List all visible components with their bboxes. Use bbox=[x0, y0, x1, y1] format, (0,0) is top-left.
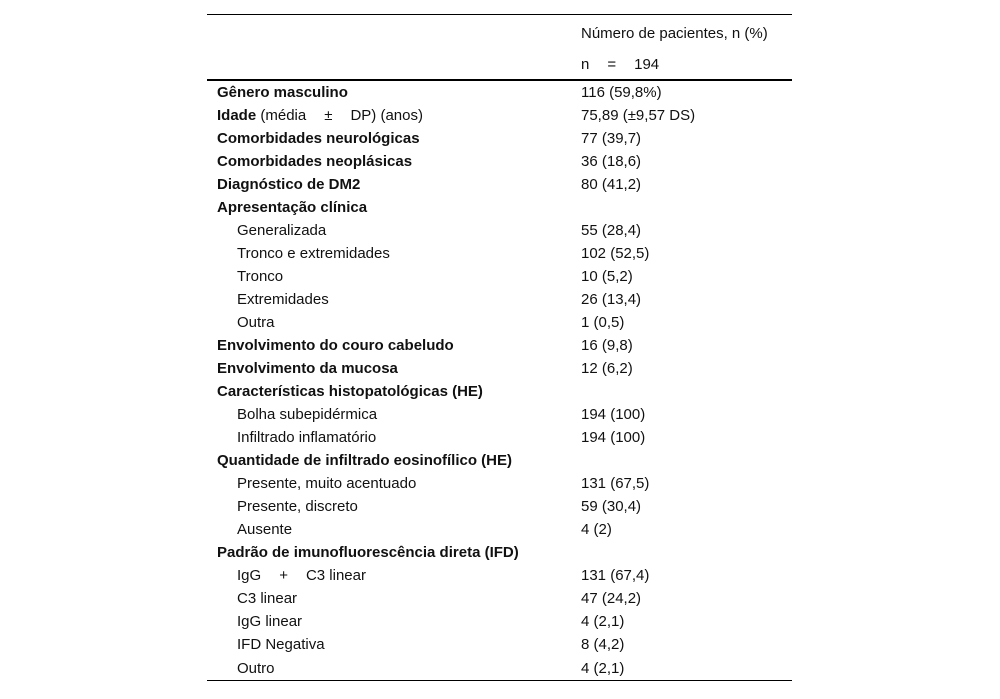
row-value: 26 (13,4) bbox=[581, 291, 642, 308]
row-value: 55 (28,4) bbox=[581, 222, 642, 239]
row-label: Idade (média ± DP) (anos) bbox=[217, 107, 423, 124]
table-row bbox=[207, 541, 792, 564]
table-row bbox=[207, 472, 792, 495]
patient-characteristics-table bbox=[207, 14, 792, 681]
table-row bbox=[207, 380, 792, 403]
table-row bbox=[207, 127, 792, 150]
row-value: 12 (6,2) bbox=[581, 360, 633, 377]
row-label: Envolvimento do couro cabeludo bbox=[217, 337, 454, 354]
row-value: 4 (2,1) bbox=[581, 613, 625, 630]
row-value: 131 (67,4) bbox=[581, 567, 650, 584]
row-label: C3 linear bbox=[237, 590, 298, 607]
row-label: Tronco bbox=[237, 268, 284, 285]
row-label: Infiltrado inflamatório bbox=[237, 429, 377, 446]
row-value: 59 (30,4) bbox=[581, 498, 642, 515]
row-value: 116 (59,8%) bbox=[581, 84, 662, 101]
table-row bbox=[207, 587, 792, 610]
table-row bbox=[207, 564, 792, 587]
header-patient-count: Número de pacientes, n (%) bbox=[571, 15, 792, 50]
table-row bbox=[207, 242, 792, 265]
row-value: 10 (5,2) bbox=[581, 268, 633, 285]
section-label: Quantidade de infiltrado eosinofílico (HE) bbox=[217, 452, 513, 469]
row-label: Envolvimento da mucosa bbox=[217, 360, 398, 377]
row-value: 1 (0,5) bbox=[581, 314, 625, 331]
table-row bbox=[207, 288, 792, 311]
row-value: 77 (39,7) bbox=[581, 130, 642, 147]
table-header bbox=[207, 15, 792, 81]
row-value: 4 (2,1) bbox=[571, 656, 792, 681]
row-value bbox=[571, 449, 792, 472]
header-empty-cell bbox=[207, 15, 571, 50]
table-row bbox=[207, 80, 792, 104]
row-value: 16 (9,8) bbox=[581, 337, 633, 354]
row-value: 102 (52,5) bbox=[581, 245, 650, 262]
table-row bbox=[207, 334, 792, 357]
table-row bbox=[207, 104, 792, 127]
table-row bbox=[207, 495, 792, 518]
row-value: 80 (41,2) bbox=[581, 176, 642, 193]
row-value: 194 (100) bbox=[581, 406, 646, 423]
row-value: 194 (100) bbox=[581, 429, 646, 446]
table-row bbox=[207, 610, 792, 633]
table-body bbox=[207, 80, 792, 681]
row-value: 36 (18,6) bbox=[581, 153, 642, 170]
row-label: Presente, discreto bbox=[237, 498, 358, 515]
table-row bbox=[207, 196, 792, 219]
table-row bbox=[207, 357, 792, 380]
table-row bbox=[207, 150, 792, 173]
row-label: Bolha subepidérmica bbox=[237, 406, 378, 423]
row-value: 47 (24,2) bbox=[581, 590, 642, 607]
data-table bbox=[207, 14, 792, 681]
row-label: Comorbidades neurológicas bbox=[217, 130, 420, 147]
table-row bbox=[207, 173, 792, 196]
row-label: IgG linear bbox=[237, 613, 303, 630]
section-label: Apresentação clínica bbox=[217, 199, 368, 216]
row-label: IgG + C3 linear bbox=[237, 567, 366, 584]
row-label: Diagnóstico de DM2 bbox=[217, 176, 361, 193]
row-value: 4 (2) bbox=[581, 521, 612, 538]
row-label: Ausente bbox=[237, 521, 293, 538]
row-value: 75,89 (±9,57 DS) bbox=[581, 107, 696, 124]
row-label: Presente, muito acentuado bbox=[237, 475, 417, 492]
table-row bbox=[207, 426, 792, 449]
header-empty-cell-2 bbox=[207, 49, 571, 80]
row-label: Tronco e extremidades bbox=[237, 245, 390, 262]
table-row bbox=[207, 656, 792, 681]
row-label: Outra bbox=[237, 314, 275, 331]
row-value: 8 (4,2) bbox=[581, 636, 625, 653]
row-value bbox=[571, 541, 792, 564]
table-row bbox=[207, 219, 792, 242]
row-value bbox=[571, 380, 792, 403]
table-row bbox=[207, 633, 792, 656]
row-label: Outro bbox=[207, 656, 571, 681]
row-label: Gênero masculino bbox=[217, 84, 348, 101]
row-label: IFD Negativa bbox=[237, 636, 325, 653]
section-label: Características histopatológicas (HE) bbox=[217, 383, 483, 400]
table-row bbox=[207, 265, 792, 288]
table-row bbox=[207, 449, 792, 472]
row-label: Extremidades bbox=[237, 291, 329, 308]
row-value: 131 (67,5) bbox=[581, 475, 650, 492]
section-label: Padrão de imunofluorescência direta (IFD) bbox=[217, 544, 519, 561]
table-row bbox=[207, 403, 792, 426]
row-label: Generalizada bbox=[237, 222, 327, 239]
table-row bbox=[207, 518, 792, 541]
table-row bbox=[207, 311, 792, 334]
header-n-total: n = 194 bbox=[571, 49, 792, 80]
row-label: Comorbidades neoplásicas bbox=[217, 153, 413, 170]
row-value bbox=[571, 196, 792, 219]
